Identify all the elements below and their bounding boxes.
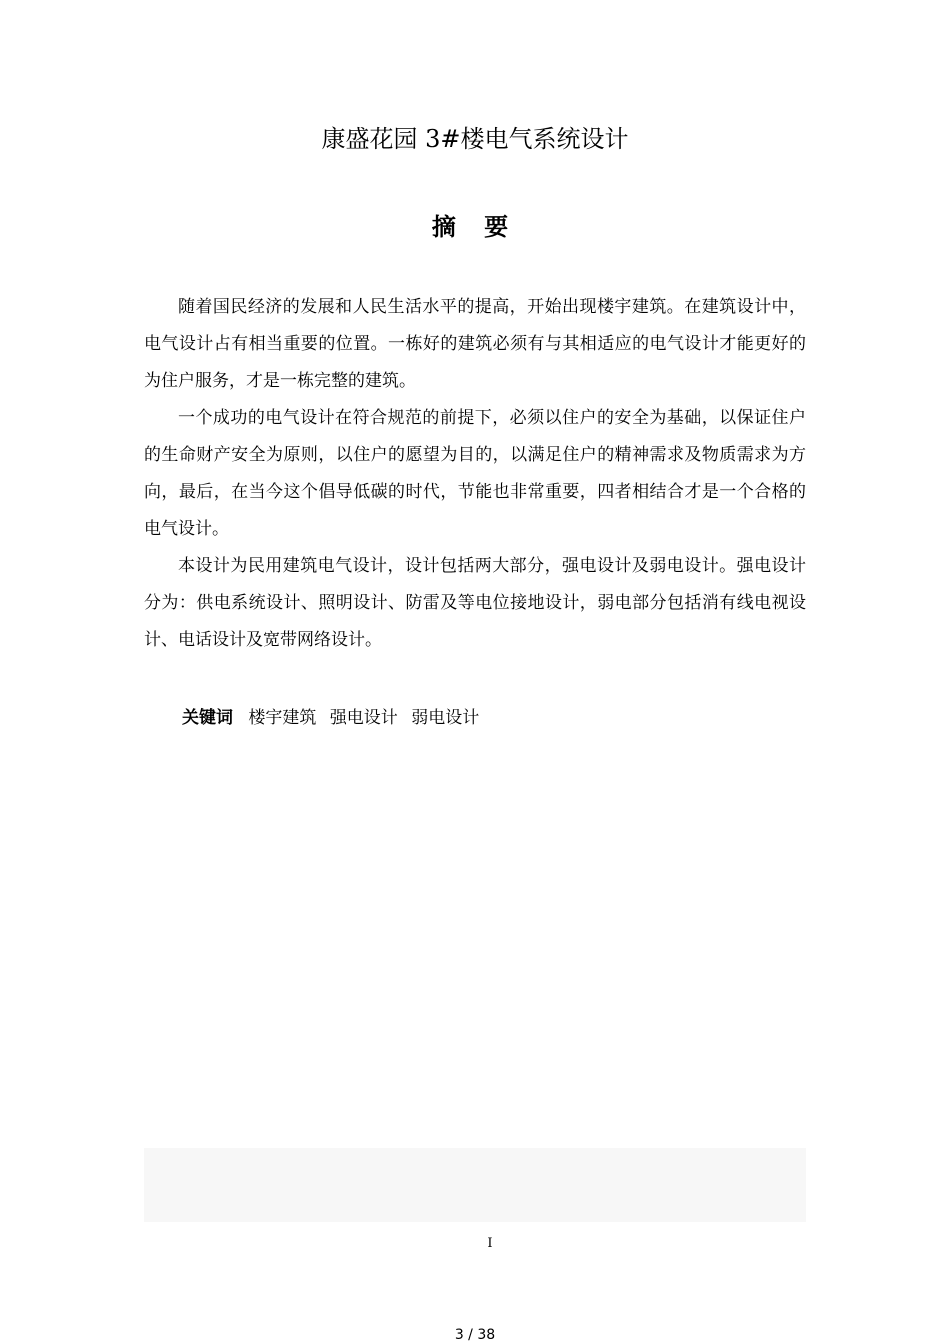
footer-shaded-area — [144, 1148, 806, 1222]
abstract-body — [144, 289, 806, 659]
keywords-line — [182, 702, 487, 734]
page-number-roman: I — [487, 1236, 493, 1251]
abstract-paragraph-1: 随着国民经济的发展和人民生活水平的提高，开始出现楼宇建筑。在建筑设计中，电气设计占有相当重要的位置。一栋好的建筑必须有与其相适应的电气设计才能更好的为住户服务，才是一栋完整的建筑。 — [144, 297, 806, 391]
keywords-label: 关键词 — [182, 708, 233, 728]
document-title: 康盛花园 3#楼电气系统设计 — [321, 125, 629, 153]
keyword-item: 弱电设计 — [411, 708, 480, 728]
keyword-item: 强电设计 — [329, 708, 398, 728]
viewer-page-counter: 3 / 38 — [454, 1327, 496, 1343]
abstract-paragraph-3: 本设计为民用建筑电气设计，设计包括两大部分，强电设计及弱电设计。强电设计分为：供电系统设计、照明设计、防雷及等电位接地设计，弱电部分包括消有线电视设计、电话设计及宽带网络设计。 — [144, 556, 806, 650]
keyword-item: 楼宇建筑 — [248, 708, 317, 728]
abstract-paragraph-2: 一个成功的电气设计在符合规范的前提下，必须以住户的安全为基础，以保证住户的生命财产安全为原则，以住户的愿望为目的，以满足住户的精神需求及物质需求为方向，最后，在当今这个倡导低碳的时代，节能也非常重要，四者相结合才是一个合格的电气设计。 — [144, 408, 806, 539]
abstract-heading: 摘 要 — [431, 212, 519, 241]
